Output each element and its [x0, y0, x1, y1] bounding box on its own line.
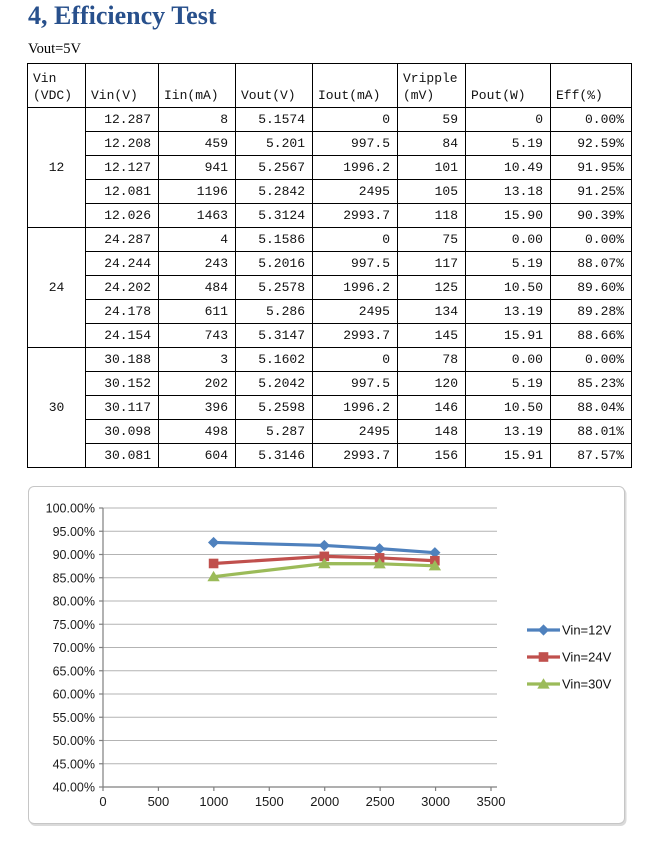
table-cell: 12.127 — [86, 156, 159, 180]
y-axis-label: 100.00% — [45, 501, 95, 516]
table-cell: 997.5 — [313, 132, 398, 156]
table-header-row — [28, 64, 632, 108]
table-cell: 202 — [159, 372, 236, 396]
col-header-eff-pct — [551, 64, 632, 108]
table-cell: 0 — [466, 108, 551, 132]
x-axis-label: 0 — [99, 794, 107, 809]
table-cell: 10.50 — [466, 276, 551, 300]
table-cell: 5.3124 — [236, 204, 313, 228]
chart-marker — [209, 559, 219, 569]
table-cell: 243 — [159, 252, 236, 276]
table-cell: 0.00% — [551, 108, 632, 132]
chart-marker — [319, 540, 330, 551]
table-cell: 15.91 — [466, 324, 551, 348]
table-row — [28, 372, 632, 396]
table-cell: 2495 — [313, 420, 398, 444]
table-cell: 498 — [159, 420, 236, 444]
table-cell: 0 — [313, 228, 398, 252]
table-row — [28, 252, 632, 276]
table-row — [28, 276, 632, 300]
col-header-vin-vdc — [28, 64, 86, 108]
table-cell: 5.3146 — [236, 444, 313, 468]
table-row — [28, 420, 632, 444]
table-cell: 2993.7 — [313, 204, 398, 228]
table-row — [28, 108, 632, 132]
x-axis-label: 1000 — [199, 794, 229, 809]
table-cell: 5.1574 — [236, 108, 313, 132]
legend-label: Vin=24V — [562, 649, 612, 665]
table-cell: 12.287 — [86, 108, 159, 132]
table-row — [28, 444, 632, 468]
table-cell: 30.081 — [86, 444, 159, 468]
col-header-vripple-mv — [398, 64, 466, 108]
table-cell: 146 — [398, 396, 466, 420]
table-cell: 5.2578 — [236, 276, 313, 300]
table-cell: 125 — [398, 276, 466, 300]
table-cell: 156 — [398, 444, 466, 468]
table-cell: 611 — [159, 300, 236, 324]
table-cell: 10.49 — [466, 156, 551, 180]
col-header-iin-ma — [159, 64, 236, 108]
table-cell: 24.202 — [86, 276, 159, 300]
table-row — [28, 348, 632, 372]
table-cell: 941 — [159, 156, 236, 180]
table-cell: 12.081 — [86, 180, 159, 204]
table-cell: 2993.7 — [313, 324, 398, 348]
chart-frame — [28, 486, 625, 824]
legend-label: Vin=12V — [562, 622, 612, 638]
table-cell: 91.25% — [551, 180, 632, 204]
table-cell: 5.287 — [236, 420, 313, 444]
y-axis-label: 95.00% — [52, 524, 95, 539]
table-cell: 5.19 — [466, 132, 551, 156]
table-row — [28, 156, 632, 180]
table-row — [28, 396, 632, 420]
y-axis-label: 45.00% — [52, 757, 95, 772]
table-cell: 5.2042 — [236, 372, 313, 396]
table-cell: 459 — [159, 132, 236, 156]
table-cell: 5.3147 — [236, 324, 313, 348]
header-line: Pout(W) — [471, 88, 526, 103]
table-cell: 743 — [159, 324, 236, 348]
table-cell: 85.23% — [551, 372, 632, 396]
table-cell: 24.154 — [86, 324, 159, 348]
vin-group-cell: 24 — [28, 228, 86, 348]
col-header-vout-v — [236, 64, 313, 108]
header-line: Eff(%) — [556, 88, 603, 103]
table-cell: 0 — [313, 108, 398, 132]
x-axis-label: 3500 — [476, 794, 506, 809]
table-cell: 30.188 — [86, 348, 159, 372]
legend-marker — [538, 624, 549, 635]
table-cell: 15.90 — [466, 204, 551, 228]
table-cell: 5.2842 — [236, 180, 313, 204]
header-line: Vout(V) — [241, 88, 296, 103]
table-cell: 1463 — [159, 204, 236, 228]
table-cell: 117 — [398, 252, 466, 276]
table-cell: 30.152 — [86, 372, 159, 396]
table-cell: 8 — [159, 108, 236, 132]
table-cell: 2993.7 — [313, 444, 398, 468]
table-cell: 88.01% — [551, 420, 632, 444]
table-row — [28, 204, 632, 228]
table-cell: 75 — [398, 228, 466, 252]
header-line: (VDC) — [33, 88, 73, 103]
header-line: Iout(mA) — [318, 88, 381, 103]
table-row — [28, 180, 632, 204]
table-cell: 1996.2 — [313, 396, 398, 420]
table-cell: 134 — [398, 300, 466, 324]
table-cell: 5.19 — [466, 372, 551, 396]
table-row — [28, 132, 632, 156]
y-axis-label: 55.00% — [52, 710, 95, 725]
x-axis-label: 2000 — [310, 794, 340, 809]
table-cell: 24.244 — [86, 252, 159, 276]
table-cell: 5.1602 — [236, 348, 313, 372]
page-title: 4, Efficiency Test — [28, 1, 217, 30]
header-line: Vripple — [403, 71, 458, 86]
table-cell: 5.286 — [236, 300, 313, 324]
table-cell: 0 — [313, 348, 398, 372]
x-axis-label: 2500 — [365, 794, 395, 809]
table-row — [28, 228, 632, 252]
table-cell: 88.04% — [551, 396, 632, 420]
table-cell: 148 — [398, 420, 466, 444]
table-cell: 5.2567 — [236, 156, 313, 180]
table-cell: 1196 — [159, 180, 236, 204]
table-cell: 5.2016 — [236, 252, 313, 276]
efficiency-table — [27, 63, 632, 468]
table-cell: 5.2598 — [236, 396, 313, 420]
table-cell: 13.18 — [466, 180, 551, 204]
y-axis-label: 80.00% — [52, 594, 95, 609]
table-cell: 88.07% — [551, 252, 632, 276]
y-axis-label: 85.00% — [52, 571, 95, 586]
table-cell: 1996.2 — [313, 156, 398, 180]
table-row — [28, 300, 632, 324]
table-cell: 4 — [159, 228, 236, 252]
table-cell: 87.57% — [551, 444, 632, 468]
table-cell: 5.1586 — [236, 228, 313, 252]
table-cell: 24.287 — [86, 228, 159, 252]
table-cell: 12.026 — [86, 204, 159, 228]
legend-marker — [539, 652, 549, 662]
table-body — [28, 108, 632, 468]
vin-group-cell: 12 — [28, 108, 86, 228]
table-cell: 2495 — [313, 180, 398, 204]
table-cell: 604 — [159, 444, 236, 468]
efficiency-chart — [29, 487, 624, 823]
table-cell: 145 — [398, 324, 466, 348]
y-axis-label: 70.00% — [52, 641, 95, 655]
x-axis-label: 500 — [147, 794, 170, 809]
table-cell: 101 — [398, 156, 466, 180]
table-cell: 5.201 — [236, 132, 313, 156]
table-cell: 997.5 — [313, 252, 398, 276]
chart-marker — [208, 537, 219, 548]
header-line: Vin(V) — [91, 88, 138, 103]
y-axis-label: 60.00% — [52, 687, 95, 702]
header-line: (mV) — [403, 88, 435, 103]
table-cell: 13.19 — [466, 420, 551, 444]
table-cell: 89.28% — [551, 300, 632, 324]
table-cell: 91.95% — [551, 156, 632, 180]
table-cell: 120 — [398, 372, 466, 396]
table-cell: 78 — [398, 348, 466, 372]
table-cell: 0.00% — [551, 348, 632, 372]
table-cell: 5.19 — [466, 252, 551, 276]
x-axis-label: 3000 — [421, 794, 451, 809]
table-cell: 59 — [398, 108, 466, 132]
col-header-iout-ma — [313, 64, 398, 108]
table-cell: 0.00 — [466, 228, 551, 252]
table-cell: 30.098 — [86, 420, 159, 444]
table-cell: 2495 — [313, 300, 398, 324]
x-axis-label: 1500 — [254, 794, 284, 809]
y-axis-label: 75.00% — [52, 617, 95, 632]
table-cell: 1996.2 — [313, 276, 398, 300]
table-cell: 0.00% — [551, 228, 632, 252]
table-cell: 0.00 — [466, 348, 551, 372]
table-cell: 396 — [159, 396, 236, 420]
table-cell: 484 — [159, 276, 236, 300]
table-cell: 12.208 — [86, 132, 159, 156]
y-axis-label: 90.00% — [52, 548, 95, 562]
table-cell: 15.91 — [466, 444, 551, 468]
table-cell: 997.5 — [313, 372, 398, 396]
table-cell: 90.39% — [551, 204, 632, 228]
col-header-pout-w — [466, 64, 551, 108]
table-cell: 10.50 — [466, 396, 551, 420]
y-axis-label: 50.00% — [52, 734, 95, 748]
vin-group-cell: 30 — [28, 348, 86, 468]
header-line: Iin(mA) — [164, 88, 219, 103]
table-cell: 84 — [398, 132, 466, 156]
header-line: Vin — [33, 71, 57, 86]
table-cell: 105 — [398, 180, 466, 204]
table-cell: 118 — [398, 204, 466, 228]
legend-label: Vin=30V — [562, 676, 612, 692]
vout-condition-label: Vout=5V — [28, 41, 82, 57]
table-cell: 24.178 — [86, 300, 159, 324]
y-axis-label: 40.00% — [52, 780, 95, 795]
table-row — [28, 324, 632, 348]
table-cell: 30.117 — [86, 396, 159, 420]
table-cell: 13.19 — [466, 300, 551, 324]
table-cell: 89.60% — [551, 276, 632, 300]
y-axis-label: 65.00% — [52, 664, 95, 679]
chart-marker — [374, 543, 385, 554]
col-header-vin-v — [86, 64, 159, 108]
table-cell: 88.66% — [551, 324, 632, 348]
table-cell: 3 — [159, 348, 236, 372]
table-cell: 92.59% — [551, 132, 632, 156]
